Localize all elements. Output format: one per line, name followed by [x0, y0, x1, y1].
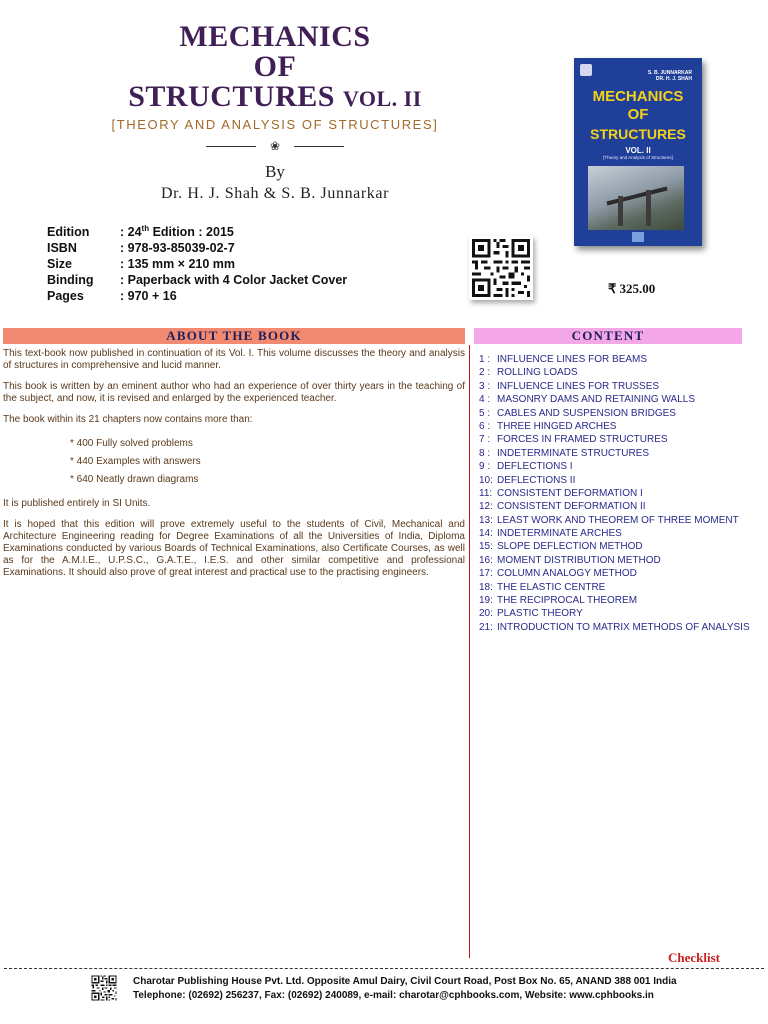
chapter-title: CONSISTENT DEFORMATION II	[497, 501, 646, 513]
footer-divider	[4, 968, 764, 969]
chapter-number: 16:	[479, 554, 493, 566]
about-book-heading: ABOUT THE BOOK	[3, 328, 465, 344]
authors: Dr. H. J. Shah & S. B. Junnarkar	[160, 185, 390, 202]
book-cover-image[interactable]	[574, 58, 702, 246]
detail-value	[120, 224, 234, 240]
chapter-item	[479, 540, 750, 553]
chapter-item	[479, 554, 750, 567]
chapter-item	[479, 433, 750, 446]
qr-code-icon[interactable]	[469, 236, 533, 300]
feature-item: * 440 Examples with answers	[70, 456, 201, 467]
chapter-number: 19:	[479, 595, 493, 607]
chapter-item	[479, 447, 750, 460]
chapter-number: 9 :	[479, 461, 491, 473]
content-heading: CONTENT	[474, 328, 742, 344]
edition-year: Edition : 2015	[149, 225, 234, 239]
detail-row-edition	[47, 224, 347, 240]
detail-row-isbn	[47, 240, 347, 256]
chapter-item	[479, 514, 750, 527]
ornament-line-left	[206, 146, 256, 147]
about-paragraph: This book is written by an eminent author who had an experience of over thirty years in the teaching of the subject, and now, it is revised and enlarged by the experienced teacher.	[3, 381, 465, 404]
chapter-number: 5 :	[479, 407, 491, 419]
chapter-item	[479, 393, 750, 406]
cover-photo-girder	[606, 187, 667, 206]
detail-value: : 978-93-85039-02-7	[120, 241, 235, 255]
chapter-title: INTRODUCTION TO MATRIX METHODS OF ANALYSIS	[497, 621, 750, 633]
chapter-title: SLOPE DEFLECTION METHOD	[497, 541, 643, 553]
chapter-title: INFLUENCE LINES FOR BEAMS	[497, 354, 648, 365]
about-paragraph: It is published entirely in SI Units.	[3, 498, 151, 509]
chapter-title: DEFLECTIONS I	[497, 461, 573, 473]
chapter-title: FORCES IN FRAMED STRUCTURES	[497, 434, 668, 446]
chapter-title: CABLES AND SUSPENSION BRIDGES	[497, 407, 676, 419]
chapter-list	[479, 353, 750, 634]
chapter-title: THE ELASTIC CENTRE	[497, 581, 606, 593]
feature-item: * 640 Neatly drawn diagrams	[70, 474, 199, 485]
chapter-title: CONSISTENT DEFORMATION I	[497, 487, 643, 499]
chapter-item	[479, 567, 750, 580]
chapter-title: MASONRY DAMS AND RETAINING WALLS	[497, 394, 696, 406]
chapter-item	[479, 460, 750, 473]
chapter-title: DEFLECTIONS II	[497, 474, 576, 486]
chapter-number: 2 :	[479, 367, 491, 379]
chapter-item	[479, 594, 750, 607]
chapter-item	[479, 500, 750, 513]
chapter-number: 1 :	[479, 354, 491, 365]
ornament-divider	[70, 139, 480, 154]
chapter-number: 8 :	[479, 447, 491, 459]
detail-row-binding	[47, 272, 347, 288]
chapter-title: INFLUENCE LINES FOR TRUSSES	[497, 380, 660, 392]
chapter-number: 15:	[479, 541, 493, 553]
chapter-item	[479, 420, 750, 433]
edition-ordinal: th	[141, 223, 150, 233]
detail-label: Size	[47, 257, 73, 271]
cover-volume: VOL. II	[625, 146, 651, 155]
title-block	[70, 22, 480, 203]
chapter-number: 3 :	[479, 380, 491, 392]
ornament-icon: ❀	[269, 139, 281, 153]
footer-qr-graphic	[90, 974, 118, 1002]
book-title-structures: STRUCTURES	[128, 80, 335, 113]
cover-title-2: OF	[627, 106, 649, 123]
cover-title-1: MECHANICS	[592, 88, 684, 105]
chapter-number: 6 :	[479, 420, 491, 432]
chapter-number: 4 :	[479, 394, 491, 406]
chapter-title: PLASTIC THEORY	[497, 608, 583, 620]
chapter-item	[479, 407, 750, 420]
chapter-title: INDETERMINATE STRUCTURES	[497, 447, 650, 459]
chapter-title: THREE HINGED ARCHES	[497, 420, 617, 432]
chapter-title: COLUMN ANALOGY METHOD	[497, 568, 637, 580]
feature-list	[3, 435, 465, 489]
chapter-title: MOMENT DISTRIBUTION METHOD	[497, 554, 661, 566]
chapter-item	[479, 380, 750, 393]
cover-photo-bridge	[588, 166, 684, 230]
cover-authors	[648, 70, 692, 82]
chapter-item	[479, 621, 750, 634]
chapter-title: ROLLING LOADS	[497, 367, 578, 379]
book-details	[47, 224, 347, 304]
chapter-item	[479, 353, 750, 366]
column-divider	[469, 345, 470, 958]
chapter-title: LEAST WORK AND THEOREM OF THREE MOMENT	[497, 514, 739, 526]
chapter-number: 11:	[479, 487, 493, 499]
book-volume: VOL. II	[342, 86, 422, 111]
cover-title-3: STRUCTURES	[590, 126, 686, 142]
chapter-number: 20:	[479, 608, 493, 620]
detail-row-size	[47, 256, 347, 272]
publisher-logo-icon	[580, 64, 592, 76]
chapter-item	[479, 366, 750, 379]
footer-qr-code-icon[interactable]	[90, 974, 118, 1002]
edition-number: : 24	[120, 225, 142, 239]
detail-row-pages	[47, 288, 347, 304]
detail-value: : 970 + 16	[120, 289, 177, 303]
chapter-item	[479, 487, 750, 500]
detail-label: Pages	[47, 289, 84, 303]
checklist-link[interactable]: Checklist	[668, 950, 720, 965]
detail-label: Edition	[47, 225, 90, 239]
chapter-number: 10:	[479, 474, 493, 486]
publisher-contact	[133, 975, 677, 1003]
detail-label: Binding	[47, 273, 94, 287]
chapter-item	[479, 581, 750, 594]
about-paragraph: This text-book now published in continuation of its Vol. I. This volume discusses the theory and analysis of structures in comprehensive and lucid manner.	[3, 348, 465, 371]
publisher-address: Charotar Publishing House Pvt. Ltd. Opposite Amul Dairy, Civil Court Road, Post Box No. 65, ANAND 388 001 India	[133, 976, 677, 987]
cover-author-2: DR. H. J. SHAH	[655, 76, 692, 82]
book-title-line-2: OF	[253, 50, 297, 83]
book-title-line-1: MECHANICS	[179, 20, 371, 53]
chapter-number: 7 :	[479, 434, 491, 446]
cover-photo-pier	[618, 196, 623, 226]
about-paragraph: The book within its 21 chapters now contains more than:	[3, 414, 253, 425]
chapter-number: 14:	[479, 528, 493, 540]
chapter-item	[479, 527, 750, 540]
chapter-number: 12:	[479, 501, 493, 513]
feature-item: * 400 Fully solved problems	[70, 438, 193, 449]
qr-code-graphic	[469, 236, 533, 300]
about-paragraph: It is hoped that this edition will prove extremely useful to the students of Civil, Mechanical and Architecture Engineering reading for Degree Examinations of all the Universities of India, Diploma Examinations conducted by various Boards of Technical Examinations, also Certificate Courses, as well as for the A.M.I.E., U.P.S.C., G.A.T.E., I.E.S. and other similar competitive and professional Examinations. It should also prove of great interest and practical use to the practising engineers.	[3, 519, 465, 578]
book-title-line-3	[70, 82, 480, 114]
chapter-number: 13:	[479, 514, 493, 526]
chapter-number: 18:	[479, 581, 493, 593]
chapter-title: INDETERMINATE ARCHES	[497, 528, 622, 540]
by-label: By	[265, 162, 285, 181]
chapter-title: THE RECIPROCAL THEOREM	[497, 595, 638, 607]
about-book-text	[3, 348, 465, 588]
cover-subtitle: [Theory and Analysis of Structures]	[603, 155, 673, 160]
chapter-number: 17:	[479, 568, 493, 580]
cover-author-1: S. B. JUNNARKAR	[647, 70, 692, 76]
chapter-item	[479, 607, 750, 620]
price: ₹ 325.00	[608, 281, 656, 296]
ornament-line-right	[294, 146, 344, 147]
chapter-item	[479, 474, 750, 487]
publisher-phone-email: Telephone: (02692) 256237, Fax: (02692) 240089, e-mail: charotar@cphbooks.com, Website: www.cphbooks.in	[133, 990, 654, 1001]
detail-label: ISBN	[47, 241, 77, 255]
cover-footer-mark	[632, 232, 644, 242]
detail-value: : 135 mm × 210 mm	[120, 257, 235, 271]
cover-photo-pier	[646, 190, 651, 226]
detail-value: : Paperback with 4 Color Jacket Cover	[120, 273, 348, 287]
chapter-number: 21:	[479, 621, 493, 633]
book-subtitle: [THEORY AND ANALYSIS OF STRUCTURES]	[111, 117, 439, 132]
